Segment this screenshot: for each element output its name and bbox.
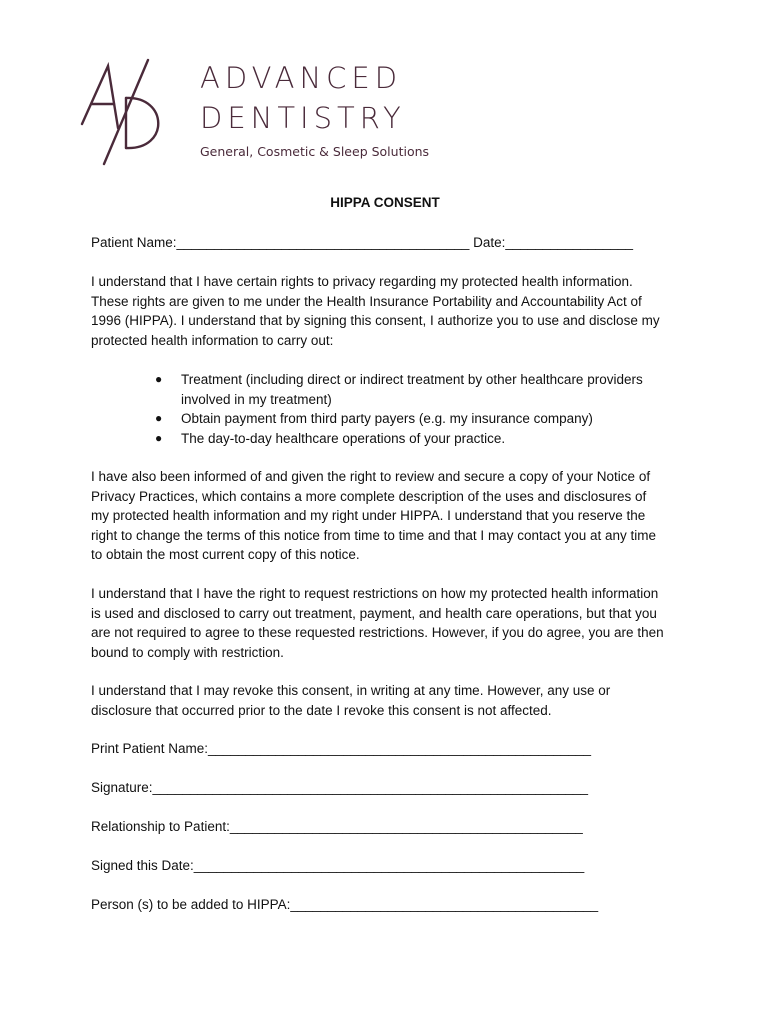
text-line: I understand that I have the right to request restrictions on how my protected health information	[91, 586, 659, 601]
logo-wordmark-line2: DENTISTRY	[200, 101, 406, 135]
bullet-icon: ●	[155, 372, 163, 386]
purpose-list	[155, 370, 643, 448]
text-line: Obtain payment from third party payers (e.g. my insurance company)	[181, 411, 593, 426]
text-line: disclosure that occurred prior to the date I revoke this consent is not affected.	[91, 702, 552, 718]
persons-added-field[interactable]: Person (s) to be added to HIPPA:_________________________________________	[91, 897, 599, 912]
patient-name-date-field[interactable]: Patient Name:_______________________________________ Date:_________________	[91, 235, 634, 250]
bullet-icon: ●	[155, 411, 163, 425]
text-line: The day-to-day healthcare operations of your practice.	[181, 430, 506, 446]
relationship-field[interactable]: Relationship to Patient:_______________________________________________	[91, 819, 583, 834]
text-line: to obtain the most current copy of this notice.	[91, 547, 360, 562]
text-line: involved in my treatment)	[181, 391, 332, 407]
text-line: I understand that I may revoke this consent, in writing at any time. However, any use or	[91, 683, 611, 698]
signature-field[interactable]: Signature:__________________________________________________________	[91, 780, 589, 795]
text-line: protected health information to carry out:	[91, 332, 334, 348]
logo-wordmark-line1: ADVANCED	[200, 61, 403, 95]
revoke-paragraph	[91, 681, 691, 720]
text-line: right to change the terms of this notice from time to time and that I may contact you at any time	[91, 527, 657, 543]
text-line: Treatment (including direct or indirect treatment by other healthcare providers	[181, 372, 643, 387]
logo-tagline: General, Cosmetic & Sleep Solutions	[200, 144, 430, 159]
text-line: is used and disclosed to carry out treatment, payment, and health care operations, but that you	[91, 605, 657, 621]
bullet-icon: ●	[155, 430, 163, 445]
list-item	[155, 409, 643, 429]
notice-paragraph	[91, 467, 691, 565]
text-line: bound to comply with restriction.	[91, 644, 284, 660]
list-item	[155, 429, 643, 449]
text-line: 1996 (HIPPA). I understand that by signing this consent, I authorize you to use and disclose my	[91, 313, 660, 328]
ad-monogram-icon	[78, 58, 178, 170]
print-patient-name-field[interactable]: Print Patient Name:___________________________________________________	[91, 741, 591, 756]
text-line: are not required to agree to these requested restrictions. However, if you do agree, you are then	[91, 625, 664, 640]
text-line: I have also been informed of and given the right to review and secure a copy of your Notice of	[91, 469, 651, 484]
document-title: HIPPA CONSENT	[330, 195, 440, 210]
text-line: Privacy Practices, which contains a more complete description of the uses and disclosures of	[91, 488, 647, 504]
text-line: These rights are given to me under the Health Insurance Portability and Accountability Act of	[91, 293, 642, 309]
practice-logo	[78, 58, 438, 170]
signed-date-field[interactable]: Signed this Date:____________________________________________________	[91, 858, 585, 873]
list-item	[155, 370, 643, 409]
rights-paragraph	[91, 272, 691, 350]
text-line: I understand that I have certain rights to privacy regarding my protected health information.	[91, 274, 633, 289]
text-line: my protected health information and my right under HIPPA. I understand that you reserve the	[91, 508, 646, 523]
restrictions-paragraph	[91, 584, 691, 662]
